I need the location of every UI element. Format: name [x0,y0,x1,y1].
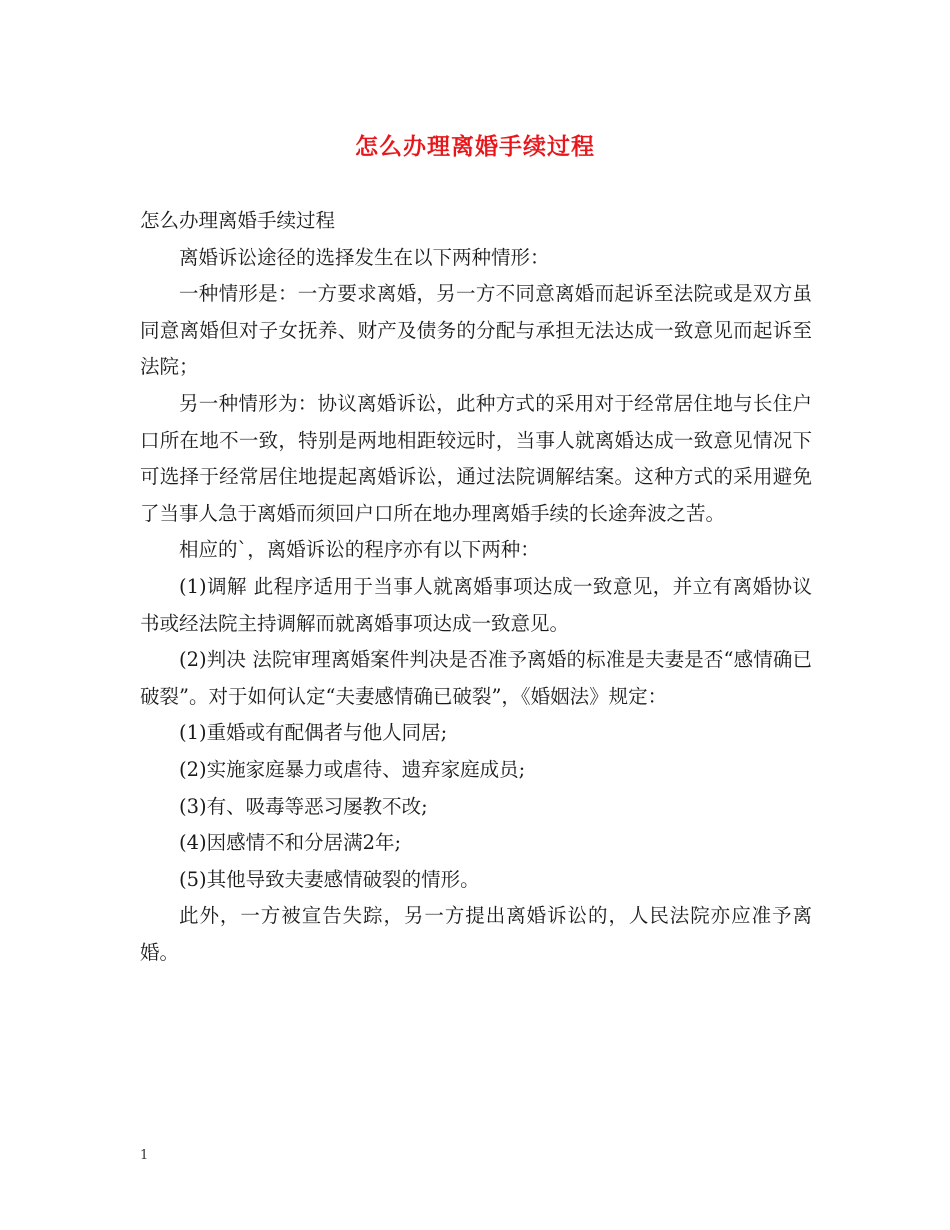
list-item: (4)因感情不和分居满2年; [179,831,402,855]
list-item: (3)有、吸毒等恶习屡教不改; [179,794,428,818]
paragraph-case-one: 一种情形是：一方要求离婚，另一方不同意离婚而起诉至法院或是双方虽同意离婚但对子女抚养、财产及债务的分配与承担无法达成一致意见而起诉至法院； [140,282,812,379]
paragraph-case-two: 另一种情形为：协议离婚诉讼，此种方式的采用对于经常居住地与长住户口所在地不一致，特别是两地相距较远时，当事人就离婚达成一致意见情况下可选择于经常居住地提起离婚诉讼，通过法院调解结案。这种方式的采用避免了当事人急于离婚而须回户口所在地办理离婚手续的长途奔波之苦。 [140,391,812,525]
paragraph-heading: 怎么办理离婚手续过程 [140,209,336,232]
paragraph-procedures-intro: 相应的`，离婚诉讼的程序亦有以下两种： [179,538,540,562]
paragraph-mediation: (1)调解 此程序适用于当事人就离婚事项达成一致意见，并立有离婚协议书或经法院主持调解而就离婚事项达成一致意见。 [140,574,812,635]
paragraph-conclusion: 此外，一方被宣告失踪，另一方提出离婚诉讼的，人民法院亦应准予离婚。 [140,904,812,964]
paragraph-judgment: (2)判决 法院审理离婚案件判决是否准予离婚的标准是夫妻是否“感情确已破裂”。对于如何认定“夫妻感情确已破裂”，《婚姻法》规定： [140,648,812,708]
list-item: (2)实施家庭暴力或虐待、遗弃家庭成员; [179,757,526,781]
page-number: 1 [140,1148,149,1163]
document-title: 怎么办理离婚手续过程 [355,133,595,160]
list-item: (1)重婚或有配偶者与他人同居; [179,721,448,745]
paragraph-intro: 离婚诉讼途径的选择发生在以下两种情形： [179,245,550,269]
list-item: (5)其他导致夫妻感情破裂的情形。 [179,867,480,891]
document-body [140,203,812,971]
